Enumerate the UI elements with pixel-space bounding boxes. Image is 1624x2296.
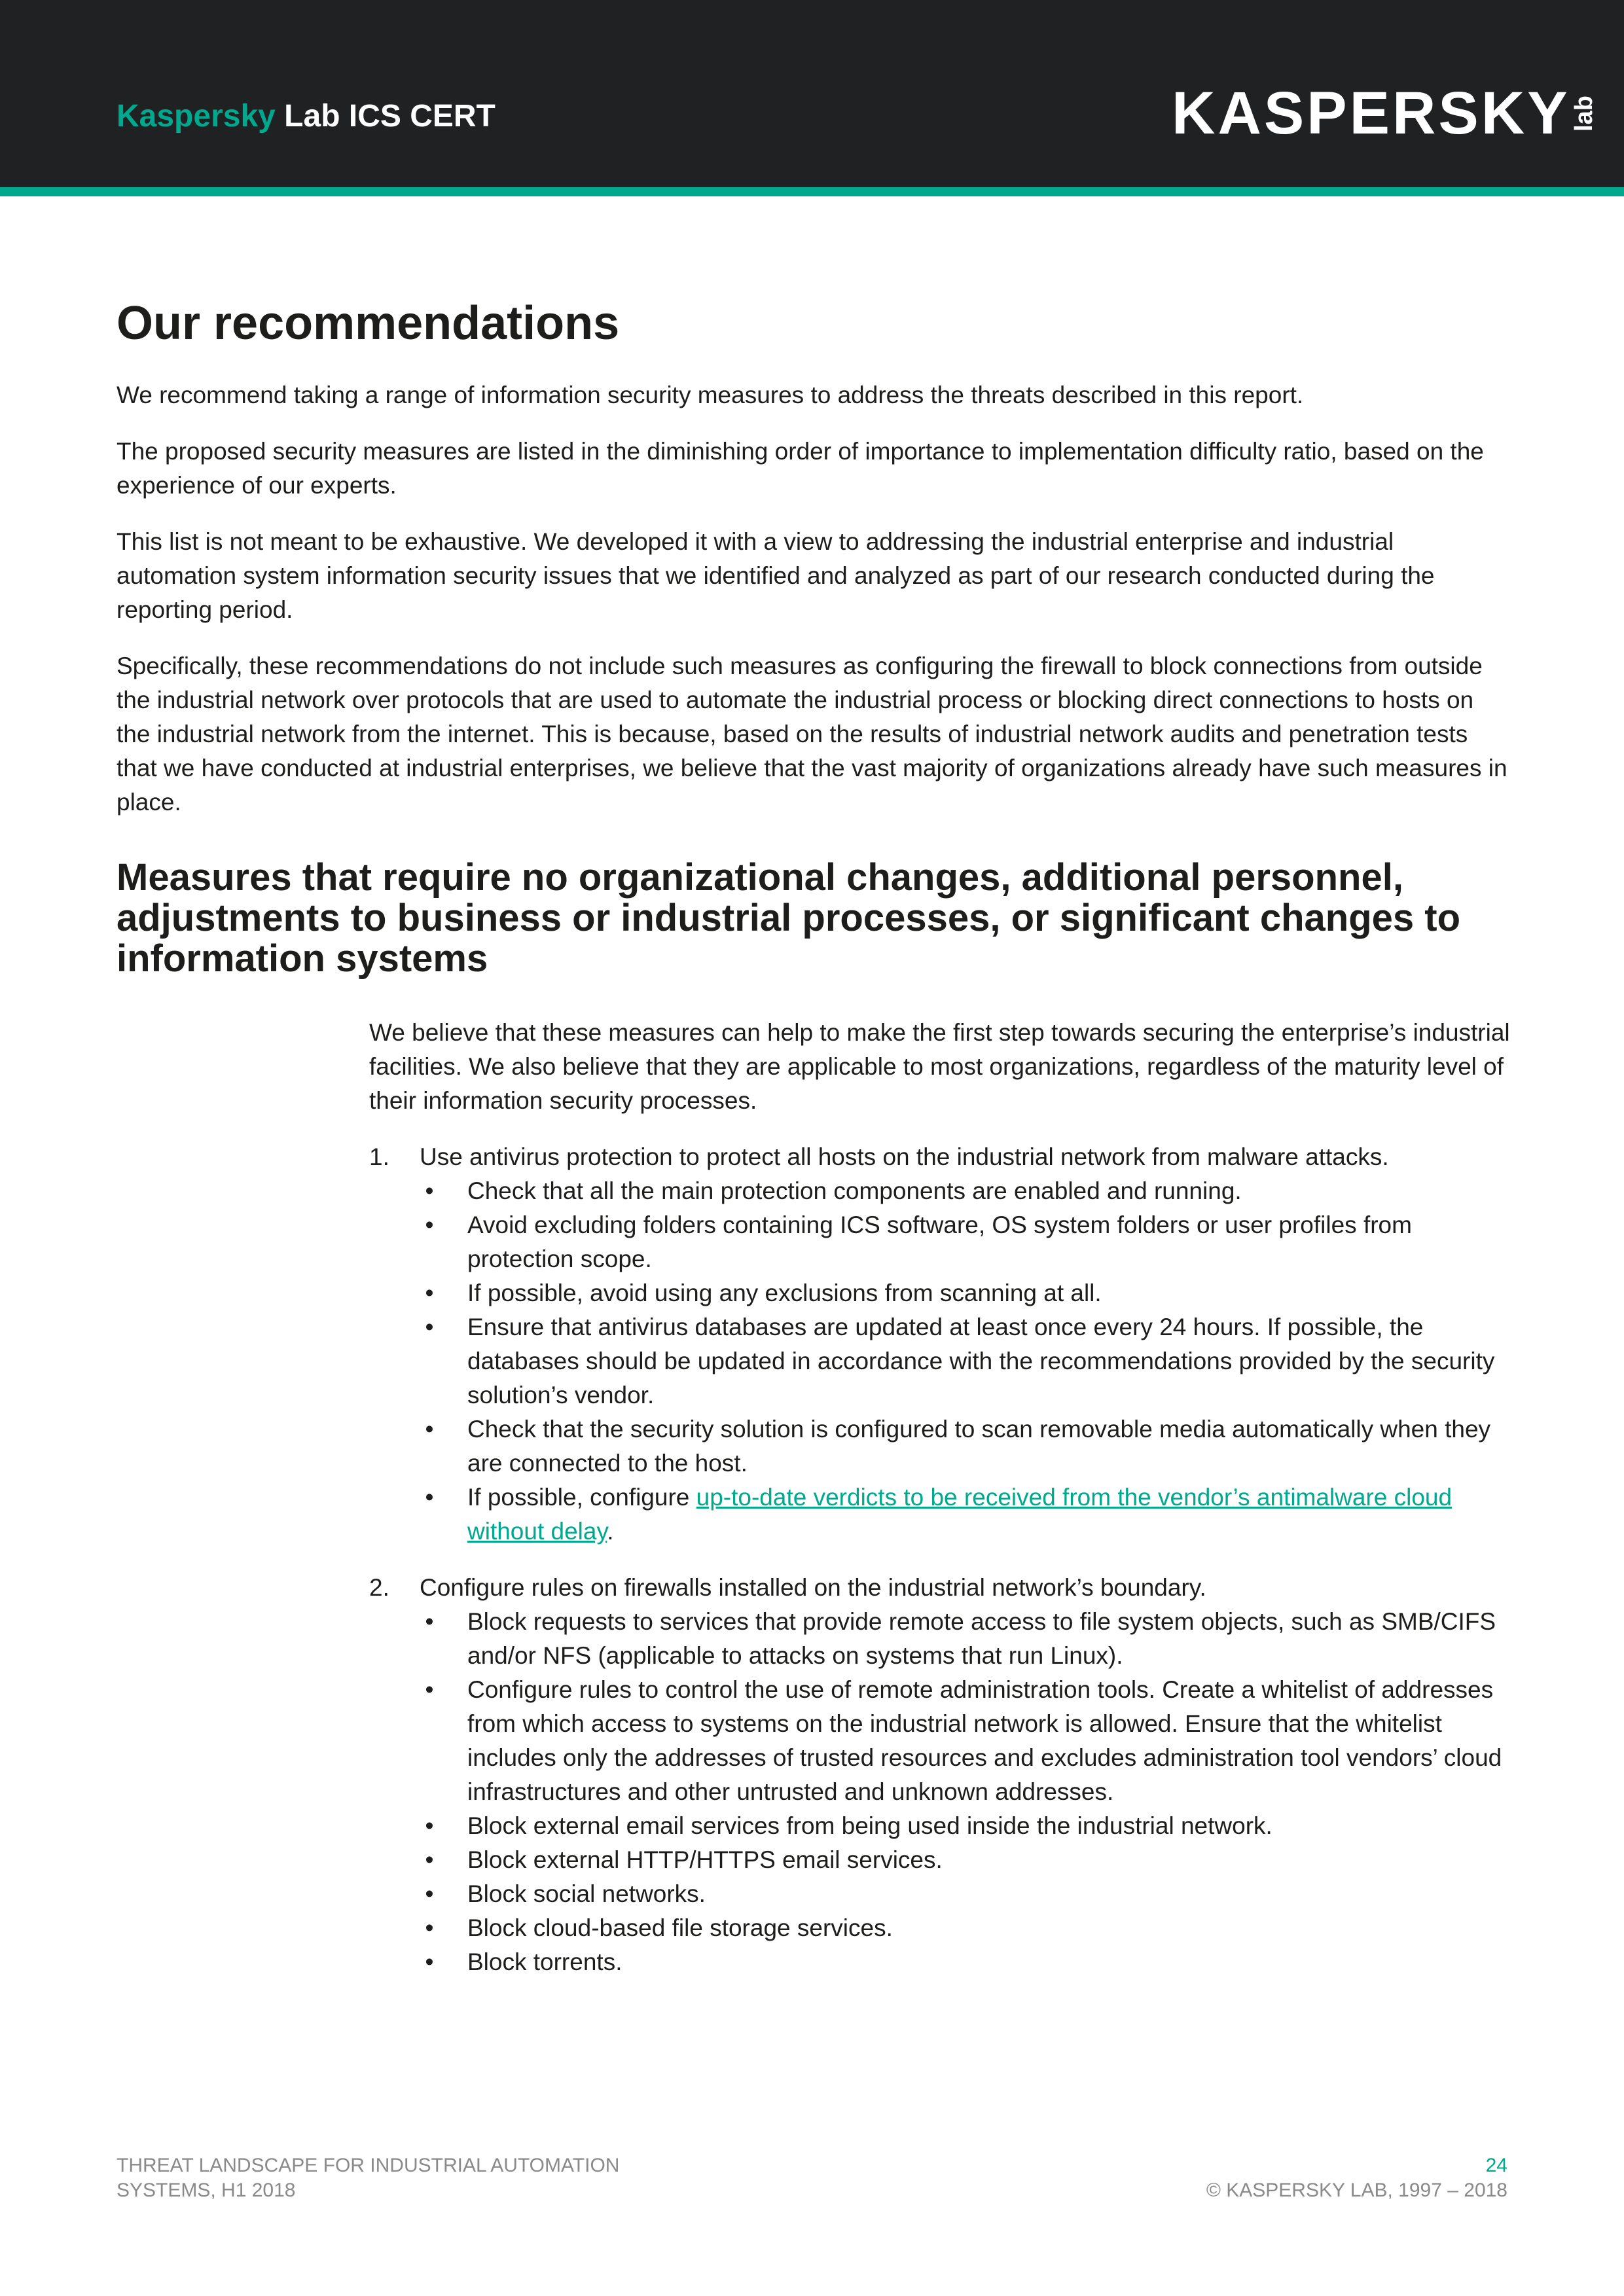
bullet-item — [369, 1276, 1515, 1310]
intro-paragraph-1: We recommend taking a range of information security measures to address the threats described in this report. — [117, 382, 1304, 409]
bullet-text: If possible, avoid using any exclusions from scanning at all. — [467, 1280, 1102, 1307]
bullet-text: Avoid excluding folders containing ICS software, OS system folders or user profiles from protection scope. — [467, 1211, 1412, 1273]
bullet-icon: • — [425, 1880, 434, 1908]
bullet-icon: • — [425, 1177, 434, 1205]
brand-accent: Kaspersky — [117, 99, 276, 134]
footer-line-1: THREAT LANDSCAPE FOR INDUSTRIAL AUTOMATION — [117, 2155, 620, 2176]
bullet-item — [369, 1911, 1515, 1945]
bullet-icon: • — [425, 1846, 434, 1874]
bullet-icon: • — [425, 1280, 434, 1307]
bullet-icon: • — [425, 1608, 434, 1636]
page-number: 24 — [1485, 2155, 1507, 2176]
bullet-text: Block requests to services that provide remote access to file system objects, such as SMB/CIFS and/or NFS (applicable to attacks on systems that run Linux). — [467, 1608, 1496, 1670]
footer-line-2: SYSTEMS, H1 2018 — [117, 2179, 296, 2201]
list-item-text: Configure rules on firewalls installed on the industrial network’s boundary. — [420, 1574, 1206, 1602]
bullet-icon: • — [425, 1211, 434, 1239]
bullet-icon: • — [425, 1676, 434, 1704]
intro-paragraph-3: This list is not meant to be exhaustive. We developed it with a view to addressing the industrial enterprise and industrial automation system information security issues that we identified and analyzed as part of our research conducted during the reporting period. — [117, 528, 1435, 624]
bullet-text: Ensure that antivirus databases are updated at least once every 24 hours. If possible, the databases should be updated in accordance with the recommendations provided by the security solution’s vendor. — [467, 1314, 1495, 1409]
bullet-icon: • — [425, 1484, 434, 1511]
bullet-text: Block cloud-based file storage services. — [467, 1914, 893, 1942]
bullet-text: If possible, configure — [467, 1484, 696, 1511]
bullet-icon: • — [425, 1416, 434, 1443]
bullet-text: Block torrents. — [467, 1948, 623, 1976]
logo-word: KASPERSKY — [1172, 79, 1570, 147]
section-heading: Measures that require no organizational changes, additional personnel, adjustments to business or industrial processes, or significant changes to information systems — [117, 856, 1461, 980]
page-title: Our recommendations — [117, 297, 620, 350]
bullet-icon: • — [425, 1812, 434, 1840]
bullet-text: Block social networks. — [467, 1880, 706, 1908]
logo-suffix: lab — [1570, 95, 1598, 132]
bullet-item — [369, 1412, 1515, 1480]
report-brand — [117, 98, 496, 134]
footer-report-title — [117, 2153, 771, 2203]
bullet-text: Block external HTTP/HTTPS email services. — [467, 1846, 943, 1874]
bullet-icon: • — [425, 1314, 434, 1341]
kaspersky-logo — [1172, 77, 1598, 149]
bullet-item — [369, 1174, 1515, 1208]
intro-paragraph-4: Specifically, these recommendations do not include such measures as configuring the firewall to block connections from outside the industrial network over protocols that are used to automate the industrial process or blocking direct connections to hosts on the industrial network from the internet. This is because, based on the results of industrial network audits and penetration tests that we have conducted at industrial enterprises, we believe that the vast majority of organizations already have such measures in place. — [117, 653, 1507, 816]
bullet-item — [369, 1877, 1515, 1911]
bullet-list — [420, 1174, 1515, 1549]
page-header — [0, 0, 1624, 187]
bullet-text-suffix: . — [607, 1518, 614, 1545]
bullet-item — [369, 1480, 1515, 1549]
brand-rest: Lab ICS CERT — [275, 99, 496, 134]
bullet-icon: • — [425, 1914, 434, 1942]
list-number: 2. — [369, 1574, 389, 1602]
bullet-item — [369, 1605, 1515, 1673]
list-item — [369, 1140, 1515, 1549]
bullet-icon: • — [425, 1948, 434, 1976]
bullet-item — [369, 1809, 1515, 1843]
section-intro: We believe that these measures can help to make the first step towards securing the enterprise’s industrial facilities. We also believe that they are applicable to most organizations, regardless of the maturity level of their information security processes. — [369, 1019, 1510, 1115]
list-number: 1. — [369, 1143, 389, 1171]
bullet-item — [369, 1673, 1515, 1809]
bullet-text: Check that the security solution is configured to scan removable media automatically when they are connected to the host. — [467, 1416, 1491, 1477]
footer-meta — [984, 2153, 1507, 2203]
header-accent-stripe — [0, 187, 1624, 196]
recommendation-list — [369, 1140, 1515, 1979]
main-content — [117, 298, 1511, 2001]
bullet-item — [369, 1945, 1515, 1979]
antimalware-cloud-link[interactable]: up-to-date verdicts to be received from the vendor’s antimalware cloud without delay — [467, 1484, 1453, 1545]
section-body — [369, 1016, 1515, 1979]
bullet-text: Configure rules to control the use of remote administration tools. Create a whitelist of addresses from which access to systems on the industrial network is allowed. Ensure that the whitelist includes only the addresses of trusted resources and excludes administration tool vendors’ cloud infrastructures and other untrusted and unknown addresses. — [467, 1676, 1502, 1806]
list-item-text: Use antivirus protection to protect all hosts on the industrial network from malware attacks. — [420, 1143, 1389, 1171]
bullet-text: Block external email services from being used inside the industrial network. — [467, 1812, 1272, 1840]
bullet-list — [420, 1605, 1515, 1979]
intro-paragraph-2: The proposed security measures are listed in the diminishing order of importance to implementation difficulty ratio, based on the experience of our experts. — [117, 438, 1484, 499]
bullet-text: Check that all the main protection components are enabled and running. — [467, 1177, 1242, 1205]
copyright: © KASPERSKY LAB, 1997 – 2018 — [1206, 2179, 1507, 2201]
list-item — [369, 1571, 1515, 1979]
bullet-item — [369, 1843, 1515, 1877]
bullet-item — [369, 1208, 1515, 1276]
bullet-item — [369, 1310, 1515, 1412]
